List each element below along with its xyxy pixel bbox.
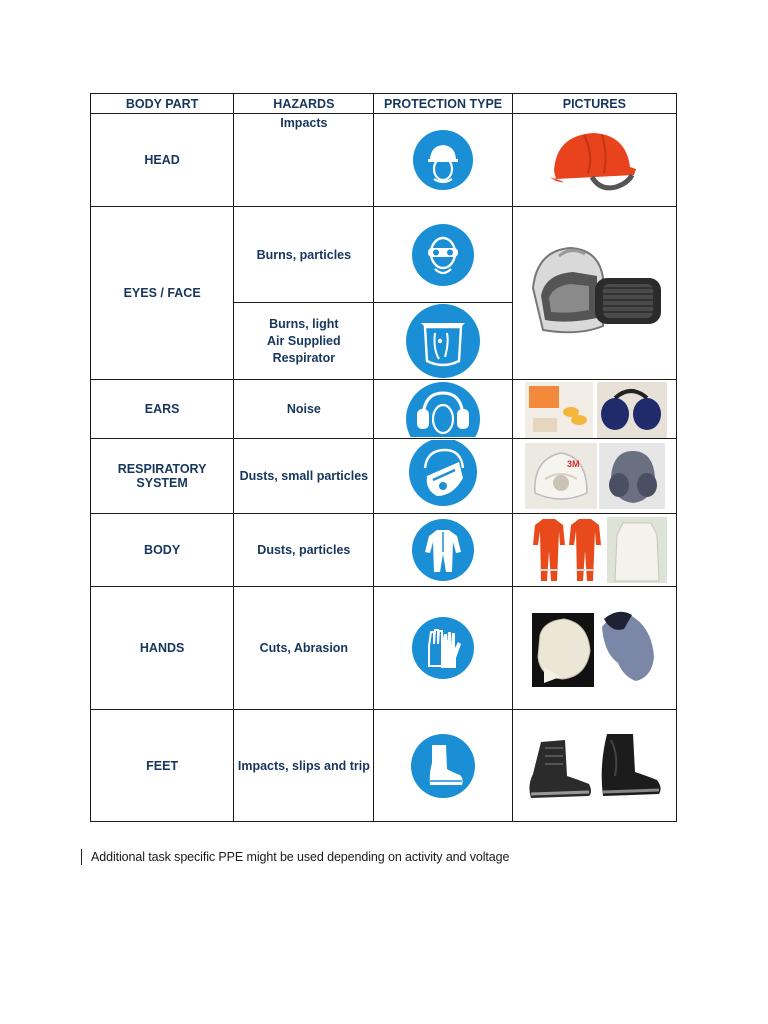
face-shield-sign-icon: [405, 303, 481, 379]
table-header-row: [91, 94, 677, 114]
ppe-table: [90, 93, 677, 822]
hazard-cell: Burns, particles: [234, 207, 374, 303]
table-row: [91, 710, 677, 822]
text-cursor-bar: [81, 849, 82, 865]
table-row: [91, 114, 677, 207]
hazard-cell: Dusts, particles: [234, 514, 374, 587]
header-protection-type: PROTECTION TYPE: [374, 94, 512, 114]
footer-note: Additional task specific PPE might be used depending on activity and voltage: [91, 850, 510, 864]
gloves-sign-icon: [411, 616, 475, 680]
hazard-line: Respirator: [272, 350, 336, 365]
body-part-cell: RESPIRATORY SYSTEM: [91, 439, 234, 514]
mask-brand-text: 3M: [567, 459, 580, 469]
protection-cell: [374, 710, 512, 822]
respirator-sign-icon: [407, 440, 479, 512]
hazard-line: Burns, light: [269, 316, 339, 331]
body-part-cell: EYES / FACE: [91, 207, 234, 380]
protection-cell: [374, 439, 512, 514]
hazard-cell: Cuts, Abrasion: [234, 587, 374, 710]
safety-boots-sign-icon: [410, 733, 476, 799]
earplugs-and-earmuffs: [519, 380, 669, 438]
picture-cell: [512, 439, 676, 514]
table-row: [91, 380, 677, 439]
table-row: [91, 514, 677, 587]
orange-coveralls-and-apron: [519, 515, 669, 585]
ear-defenders-sign-icon: [405, 381, 481, 437]
picture-cell: [512, 587, 676, 710]
safety-goggles-sign-icon: [411, 223, 475, 287]
protection-cell: [374, 303, 512, 380]
picture-cell: [512, 207, 676, 380]
protection-cell: [374, 114, 512, 207]
body-part-cell: HANDS: [91, 587, 234, 710]
hazard-cell: Impacts, slips and trip: [234, 710, 374, 822]
orange-hard-hat: [544, 125, 644, 195]
picture-cell: [512, 114, 676, 207]
hard-hat-sign-icon: [412, 129, 474, 191]
body-part-cell: EARS: [91, 380, 234, 439]
protection-cell: [374, 380, 512, 439]
table-row: [91, 207, 677, 303]
picture-cell: [512, 380, 676, 439]
hazard-line: Air Supplied: [267, 333, 341, 348]
hazard-cell: Impacts: [234, 114, 374, 207]
work-gloves: [524, 607, 664, 689]
header-body-part: BODY PART: [91, 94, 234, 114]
hazard-cell: Dusts, small particles: [234, 439, 374, 514]
body-part-cell: FEET: [91, 710, 234, 822]
table-row: [91, 587, 677, 710]
header-hazards: HAZARDS: [234, 94, 374, 114]
dust-mask-and-half-mask: [519, 439, 669, 513]
hazard-cell: Noise: [234, 380, 374, 439]
hazard-cell: [234, 303, 374, 380]
body-part-cell: HEAD: [91, 114, 234, 207]
table-row: [91, 439, 677, 514]
protection-cell: [374, 514, 512, 587]
picture-cell: [512, 514, 676, 587]
coverall-sign-icon: [411, 518, 475, 582]
protection-cell: [374, 207, 512, 303]
protection-cell: [374, 587, 512, 710]
body-part-cell: BODY: [91, 514, 234, 587]
header-pictures: PICTURES: [512, 94, 676, 114]
safety-boots: [519, 726, 669, 806]
powered-air-respirator-helmet: [519, 238, 669, 348]
picture-cell: [512, 710, 676, 822]
